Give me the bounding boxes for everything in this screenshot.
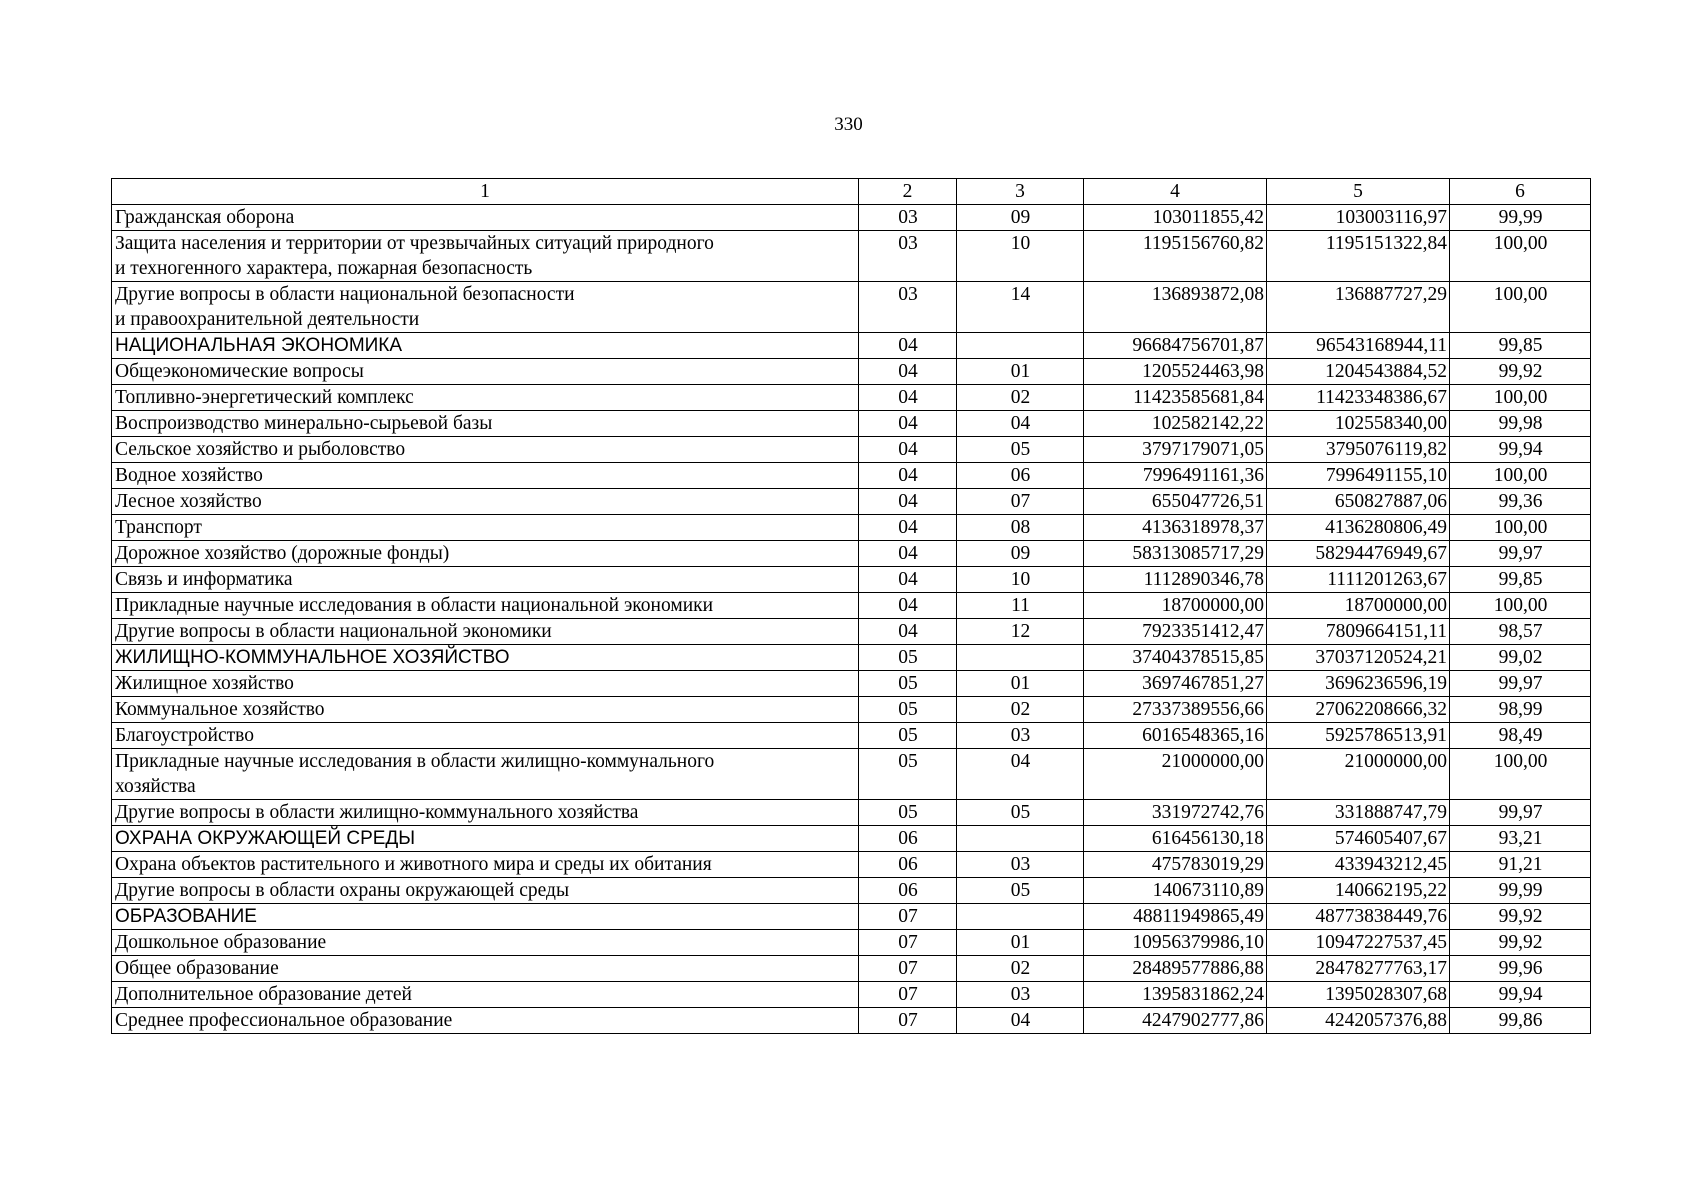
row-subsection-code-cell: 01 [957, 671, 1084, 697]
row-executed-amount-cell: 331888747,79 [1267, 800, 1450, 826]
row-subsection-code-cell: 05 [957, 878, 1084, 904]
row-name-cell: Благоустройство [112, 723, 859, 749]
row-subsection-code-cell [957, 333, 1084, 359]
row-name-cell: Прикладные научные исследования в области жилищно-коммунального хозяйства [112, 749, 859, 800]
row-executed-amount-cell: 103003116,97 [1267, 205, 1450, 231]
row-name-cell: Водное хозяйство [112, 463, 859, 489]
row-planned-amount-cell: 655047726,51 [1084, 489, 1267, 515]
row-executed-amount-cell: 574605407,67 [1267, 826, 1450, 852]
row-percent-cell: 99,02 [1450, 645, 1591, 671]
row-executed-amount-cell: 1204543884,52 [1267, 359, 1450, 385]
row-section-code-cell: 04 [859, 359, 957, 385]
row-name-cell: Другие вопросы в области национальной безопасности и правоохранительной деятельности [112, 282, 859, 333]
row-subsection-code-cell [957, 826, 1084, 852]
row-subsection-code-cell: 12 [957, 619, 1084, 645]
row-executed-amount-cell: 96543168944,11 [1267, 333, 1450, 359]
row-subsection-code-cell: 05 [957, 800, 1084, 826]
row-section-code-cell: 04 [859, 489, 957, 515]
row-executed-amount-cell: 3696236596,19 [1267, 671, 1450, 697]
row-percent-cell: 99,85 [1450, 333, 1591, 359]
row-planned-amount-cell: 10956379986,10 [1084, 930, 1267, 956]
row-name-cell: Жилищное хозяйство [112, 671, 859, 697]
row-name-cell: Связь и информатика [112, 567, 859, 593]
row-executed-amount-cell: 7996491155,10 [1267, 463, 1450, 489]
row-subsection-code-cell: 03 [957, 723, 1084, 749]
table-row [112, 359, 1591, 385]
row-subsection-code-cell: 08 [957, 515, 1084, 541]
row-subsection-code-cell: 10 [957, 567, 1084, 593]
row-executed-amount-cell: 27062208666,32 [1267, 697, 1450, 723]
row-name-cell: Общее образование [112, 956, 859, 982]
table-row [112, 697, 1591, 723]
row-executed-amount-cell: 5925786513,91 [1267, 723, 1450, 749]
table-header-row [112, 179, 1591, 205]
row-subsection-code-cell: 01 [957, 930, 1084, 956]
row-planned-amount-cell: 136893872,08 [1084, 282, 1267, 333]
row-executed-amount-cell: 4242057376,88 [1267, 1008, 1450, 1034]
row-section-code-cell: 05 [859, 697, 957, 723]
row-executed-amount-cell: 102558340,00 [1267, 411, 1450, 437]
row-name-cell: Транспорт [112, 515, 859, 541]
row-percent-cell: 98,99 [1450, 697, 1591, 723]
row-percent-cell: 100,00 [1450, 593, 1591, 619]
row-subsection-code-cell: 06 [957, 463, 1084, 489]
page-number: 330 [834, 114, 863, 135]
row-planned-amount-cell: 140673110,89 [1084, 878, 1267, 904]
row-planned-amount-cell: 331972742,76 [1084, 800, 1267, 826]
row-planned-amount-cell: 11423585681,84 [1084, 385, 1267, 411]
row-section-code-cell: 07 [859, 930, 957, 956]
row-planned-amount-cell: 102582142,22 [1084, 411, 1267, 437]
row-percent-cell: 99,36 [1450, 489, 1591, 515]
row-percent-cell: 100,00 [1450, 463, 1591, 489]
row-section-code-cell: 04 [859, 463, 957, 489]
table-row [112, 567, 1591, 593]
row-name-cell: Топливно-энергетический комплекс [112, 385, 859, 411]
table-row [112, 1008, 1591, 1034]
table-row [112, 385, 1591, 411]
row-planned-amount-cell: 1112890346,78 [1084, 567, 1267, 593]
row-percent-cell: 99,97 [1450, 671, 1591, 697]
table-row [112, 231, 1591, 282]
table-row [112, 489, 1591, 515]
row-subsection-code-cell [957, 645, 1084, 671]
row-section-code-cell: 04 [859, 333, 957, 359]
header-cell: 6 [1450, 179, 1591, 205]
row-planned-amount-cell: 6016548365,16 [1084, 723, 1267, 749]
row-percent-cell: 99,99 [1450, 205, 1591, 231]
row-executed-amount-cell: 10947227537,45 [1267, 930, 1450, 956]
row-subsection-code-cell: 14 [957, 282, 1084, 333]
row-subsection-code-cell: 11 [957, 593, 1084, 619]
row-subsection-code-cell: 10 [957, 231, 1084, 282]
row-name-cell: Дошкольное образование [112, 930, 859, 956]
row-name-cell: Воспроизводство минерально-сырьевой базы [112, 411, 859, 437]
row-executed-amount-cell: 1111201263,67 [1267, 567, 1450, 593]
table-row [112, 541, 1591, 567]
row-planned-amount-cell: 37404378515,85 [1084, 645, 1267, 671]
row-percent-cell: 99,94 [1450, 437, 1591, 463]
row-percent-cell: 100,00 [1450, 231, 1591, 282]
row-executed-amount-cell: 11423348386,67 [1267, 385, 1450, 411]
row-percent-cell: 100,00 [1450, 385, 1591, 411]
table-row [112, 982, 1591, 1008]
row-subsection-code-cell [957, 904, 1084, 930]
row-section-code-cell: 06 [859, 878, 957, 904]
row-subsection-code-cell: 07 [957, 489, 1084, 515]
row-section-code-cell: 07 [859, 1008, 957, 1034]
table-row [112, 463, 1591, 489]
row-section-code-cell: 04 [859, 515, 957, 541]
budget-execution-table [111, 178, 1591, 1034]
row-name-cell: Дорожное хозяйство (дорожные фонды) [112, 541, 859, 567]
table-body [112, 179, 1591, 1034]
header-cell: 4 [1084, 179, 1267, 205]
table-row [112, 333, 1591, 359]
row-planned-amount-cell: 21000000,00 [1084, 749, 1267, 800]
row-executed-amount-cell: 3795076119,82 [1267, 437, 1450, 463]
row-percent-cell: 99,85 [1450, 567, 1591, 593]
row-percent-cell: 100,00 [1450, 282, 1591, 333]
table-row [112, 515, 1591, 541]
row-section-code-cell: 03 [859, 231, 957, 282]
row-planned-amount-cell: 48811949865,49 [1084, 904, 1267, 930]
table-row [112, 852, 1591, 878]
table-row [112, 826, 1591, 852]
row-name-cell: Прикладные научные исследования в области национальной экономики [112, 593, 859, 619]
row-percent-cell: 99,99 [1450, 878, 1591, 904]
row-percent-cell: 99,94 [1450, 982, 1591, 1008]
row-planned-amount-cell: 96684756701,87 [1084, 333, 1267, 359]
row-subsection-code-cell: 09 [957, 205, 1084, 231]
table-row [112, 411, 1591, 437]
row-planned-amount-cell: 103011855,42 [1084, 205, 1267, 231]
row-executed-amount-cell: 140662195,22 [1267, 878, 1450, 904]
row-planned-amount-cell: 27337389556,66 [1084, 697, 1267, 723]
row-section-code-cell: 07 [859, 904, 957, 930]
row-executed-amount-cell: 37037120524,21 [1267, 645, 1450, 671]
row-section-code-cell: 04 [859, 593, 957, 619]
row-planned-amount-cell: 3697467851,27 [1084, 671, 1267, 697]
row-percent-cell: 100,00 [1450, 515, 1591, 541]
row-planned-amount-cell: 7923351412,47 [1084, 619, 1267, 645]
table-row [112, 619, 1591, 645]
row-name-cell: Охрана объектов растительного и животного мира и среды их обитания [112, 852, 859, 878]
row-section-code-cell: 07 [859, 956, 957, 982]
row-section-code-cell: 03 [859, 205, 957, 231]
row-executed-amount-cell: 48773838449,76 [1267, 904, 1450, 930]
row-section-code-cell: 04 [859, 619, 957, 645]
row-percent-cell: 100,00 [1450, 749, 1591, 800]
row-subsection-code-cell: 04 [957, 749, 1084, 800]
row-percent-cell: 99,97 [1450, 541, 1591, 567]
row-section-code-cell: 07 [859, 982, 957, 1008]
row-subsection-code-cell: 02 [957, 697, 1084, 723]
table-row [112, 671, 1591, 697]
row-percent-cell: 91,21 [1450, 852, 1591, 878]
row-planned-amount-cell: 1395831862,24 [1084, 982, 1267, 1008]
row-executed-amount-cell: 1195151322,84 [1267, 231, 1450, 282]
row-planned-amount-cell: 28489577886,88 [1084, 956, 1267, 982]
row-subsection-code-cell: 05 [957, 437, 1084, 463]
header-cell: 1 [112, 179, 859, 205]
row-name-cell: НАЦИОНАЛЬНАЯ ЭКОНОМИКА [112, 333, 859, 359]
row-subsection-code-cell: 01 [957, 359, 1084, 385]
row-section-code-cell: 06 [859, 826, 957, 852]
row-executed-amount-cell: 433943212,45 [1267, 852, 1450, 878]
row-section-code-cell: 04 [859, 437, 957, 463]
row-section-code-cell: 04 [859, 385, 957, 411]
row-planned-amount-cell: 475783019,29 [1084, 852, 1267, 878]
row-planned-amount-cell: 7996491161,36 [1084, 463, 1267, 489]
row-planned-amount-cell: 58313085717,29 [1084, 541, 1267, 567]
row-section-code-cell: 05 [859, 671, 957, 697]
row-percent-cell: 93,21 [1450, 826, 1591, 852]
row-section-code-cell: 06 [859, 852, 957, 878]
row-section-code-cell: 04 [859, 541, 957, 567]
row-name-cell: Защита населения и территории от чрезвычайных ситуаций природного и техногенного характера, пожарная безопасность [112, 231, 859, 282]
table-row [112, 904, 1591, 930]
row-subsection-code-cell: 03 [957, 852, 1084, 878]
row-subsection-code-cell: 03 [957, 982, 1084, 1008]
row-executed-amount-cell: 21000000,00 [1267, 749, 1450, 800]
row-subsection-code-cell: 04 [957, 1008, 1084, 1034]
table-row [112, 593, 1591, 619]
row-percent-cell: 99,92 [1450, 904, 1591, 930]
row-subsection-code-cell: 04 [957, 411, 1084, 437]
row-name-cell: Гражданская оборона [112, 205, 859, 231]
row-name-cell: ОХРАНА ОКРУЖАЮЩЕЙ СРЕДЫ [112, 826, 859, 852]
header-cell: 2 [859, 179, 957, 205]
row-executed-amount-cell: 7809664151,11 [1267, 619, 1450, 645]
row-executed-amount-cell: 1395028307,68 [1267, 982, 1450, 1008]
row-executed-amount-cell: 4136280806,49 [1267, 515, 1450, 541]
row-name-cell: Лесное хозяйство [112, 489, 859, 515]
row-percent-cell: 99,98 [1450, 411, 1591, 437]
table-row [112, 723, 1591, 749]
table-row [112, 437, 1591, 463]
row-section-code-cell: 05 [859, 645, 957, 671]
table-row [112, 645, 1591, 671]
table-row [112, 800, 1591, 826]
row-section-code-cell: 03 [859, 282, 957, 333]
row-planned-amount-cell: 1195156760,82 [1084, 231, 1267, 282]
table-row [112, 878, 1591, 904]
row-executed-amount-cell: 650827887,06 [1267, 489, 1450, 515]
table-row [112, 205, 1591, 231]
row-planned-amount-cell: 4136318978,37 [1084, 515, 1267, 541]
row-percent-cell: 99,92 [1450, 359, 1591, 385]
row-percent-cell: 98,57 [1450, 619, 1591, 645]
row-percent-cell: 98,49 [1450, 723, 1591, 749]
row-planned-amount-cell: 1205524463,98 [1084, 359, 1267, 385]
row-name-cell: Другие вопросы в области охраны окружающей среды [112, 878, 859, 904]
row-subsection-code-cell: 02 [957, 385, 1084, 411]
row-section-code-cell: 05 [859, 800, 957, 826]
row-percent-cell: 99,96 [1450, 956, 1591, 982]
row-section-code-cell: 05 [859, 749, 957, 800]
row-name-cell: Другие вопросы в области жилищно-коммунального хозяйства [112, 800, 859, 826]
row-percent-cell: 99,97 [1450, 800, 1591, 826]
row-planned-amount-cell: 616456130,18 [1084, 826, 1267, 852]
row-name-cell: Дополнительное образование детей [112, 982, 859, 1008]
row-percent-cell: 99,92 [1450, 930, 1591, 956]
row-section-code-cell: 04 [859, 411, 957, 437]
table-row [112, 282, 1591, 333]
row-section-code-cell: 04 [859, 567, 957, 593]
table-row [112, 930, 1591, 956]
row-planned-amount-cell: 3797179071,05 [1084, 437, 1267, 463]
table-row [112, 749, 1591, 800]
row-subsection-code-cell: 09 [957, 541, 1084, 567]
row-name-cell: ОБРАЗОВАНИЕ [112, 904, 859, 930]
row-name-cell: Сельское хозяйство и рыболовство [112, 437, 859, 463]
row-section-code-cell: 05 [859, 723, 957, 749]
row-executed-amount-cell: 28478277763,17 [1267, 956, 1450, 982]
row-name-cell: Среднее профессиональное образование [112, 1008, 859, 1034]
row-name-cell: Общеэкономические вопросы [112, 359, 859, 385]
row-executed-amount-cell: 18700000,00 [1267, 593, 1450, 619]
row-name-cell: Коммунальное хозяйство [112, 697, 859, 723]
row-executed-amount-cell: 58294476949,67 [1267, 541, 1450, 567]
row-subsection-code-cell: 02 [957, 956, 1084, 982]
row-planned-amount-cell: 4247902777,86 [1084, 1008, 1267, 1034]
header-cell: 3 [957, 179, 1084, 205]
row-name-cell: Другие вопросы в области национальной экономики [112, 619, 859, 645]
row-percent-cell: 99,86 [1450, 1008, 1591, 1034]
row-planned-amount-cell: 18700000,00 [1084, 593, 1267, 619]
table-row [112, 956, 1591, 982]
row-executed-amount-cell: 136887727,29 [1267, 282, 1450, 333]
row-name-cell: ЖИЛИЩНО-КОММУНАЛЬНОЕ ХОЗЯЙСТВО [112, 645, 859, 671]
header-cell: 5 [1267, 179, 1450, 205]
